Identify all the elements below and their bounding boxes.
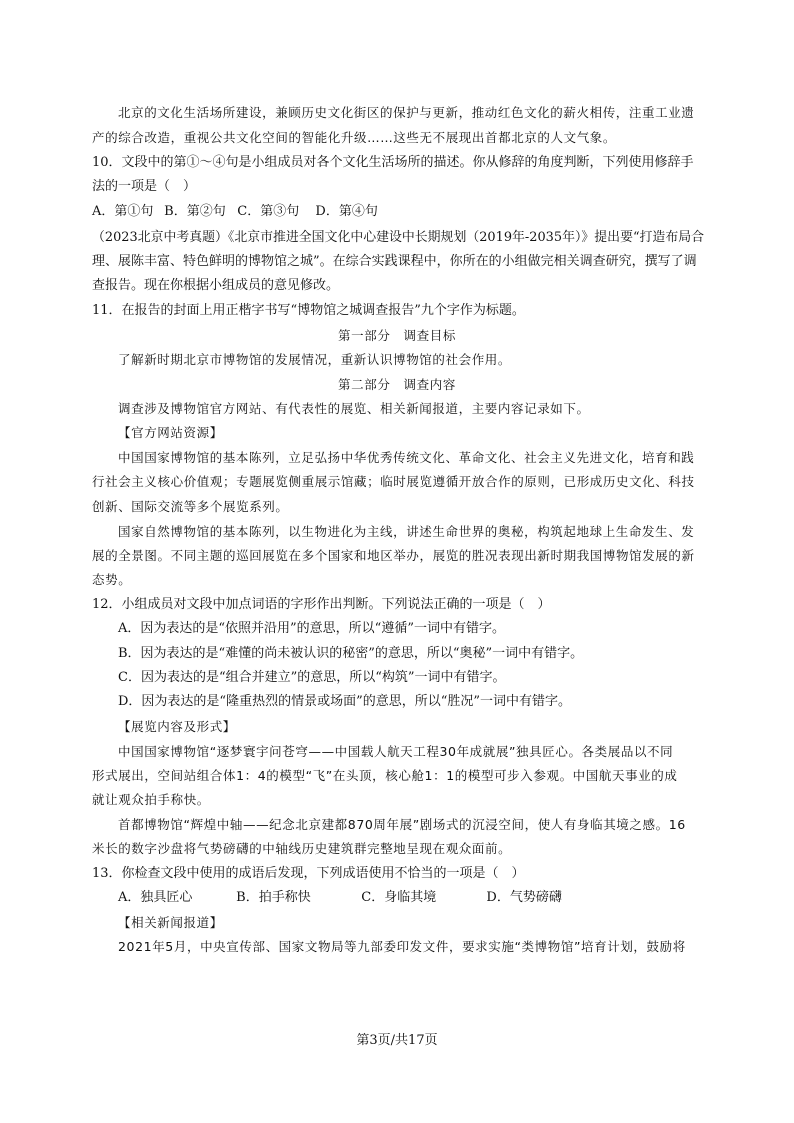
exhibit-p1-line: 就让观众拍手称快。 xyxy=(92,792,210,807)
option-c: C．身临其境 xyxy=(361,890,437,905)
question-12-option-d: D．因为表达的是“隆重热烈的情景或场面”的意思，所以“胜况”一词中有错字。 xyxy=(118,694,572,709)
question-13-options xyxy=(118,888,562,908)
question-10-stem-cont: 法的一项是（ ） xyxy=(92,179,197,194)
section-news-heading: 【相关新闻报道】 xyxy=(118,915,223,930)
exhibit-p1-line: 形式展出，空间站组合体1：4的模型“飞”在头顶，核心舱1：1的模型可步入参观。中国航天事业的成 xyxy=(92,768,678,783)
official-p1-line: 创新、国际交流等多个展览系列。 xyxy=(92,499,289,514)
official-p2-line: 态势。 xyxy=(92,572,132,587)
part2-text: 调查涉及博物馆官方网站、有代表性的展览、相关新闻报道，主要内容记录如下。 xyxy=(118,401,590,416)
part1-heading: 第一部分 调查目标 xyxy=(338,328,456,343)
section-official-heading: 【官方网站资源】 xyxy=(118,425,223,440)
part2-heading: 第二部分 调查内容 xyxy=(338,377,456,392)
option-d: D．第④句 xyxy=(315,204,378,219)
official-p1-line: 行社会主义核心价值观；专题展览侧重展示馆藏；临时展览遵循开放合作的原则，已形成历史文化、科技 xyxy=(92,474,695,489)
official-p2-line: 展的全景图。不同主题的巡回展览在多个国家和地区举办，展览的胜况表现出新时期我国博物馆发展的新 xyxy=(92,548,695,563)
news-p1-line: 2021年5月，中央宣传部、国家文物局等九部委印发文件，要求实施“类博物馆”培育计划，鼓励将 xyxy=(118,939,686,954)
option-c: C．第③句 xyxy=(237,204,300,219)
question-10-options xyxy=(92,202,378,222)
question-12-stem: 12．小组成员对文段中加点词语的字形作出判断。下列说法正确的一项是（ ） xyxy=(92,597,551,612)
intro-line: 理、展陈丰富、特色鲜明的博物馆之城”。在综合实践课程中，你所在的小组做完相关调查研究，撰写了调 xyxy=(92,254,697,269)
passage-line: 北京的文化生活场所建设，兼顾历史文化街区的保护与更新，推动红色文化的薪火相传，注重工业遗 xyxy=(118,105,695,120)
question-13-stem: 13．你检查文段中使用的成语后发现，下列成语使用不恰当的一项是（ ） xyxy=(92,866,525,881)
page-footer: 第3页/共17页 xyxy=(356,1033,438,1048)
option-a: A．独具匠心 xyxy=(118,890,193,905)
intro-line: 查报告。现在你根据小组成员的意见修改。 xyxy=(92,278,340,293)
official-p2-line: 国家自然博物馆的基本陈列，以生物进化为主线，讲述生命世界的奥秘，构筑起地球上生命发生、发 xyxy=(118,524,695,539)
question-12-option-a: A．因为表达的是“依照并沿用”的意思，所以“遵循”一词中有错字。 xyxy=(118,621,505,636)
exhibit-p1-line: 中国国家博物馆“逐梦寰宇问苍穹——中国载人航天工程30年成就展”独具匠心。各类展品以不同 xyxy=(118,744,674,759)
question-12-option-c: C．因为表达的是“组合并建立”的意思，所以“构筑”一词中有错字。 xyxy=(118,670,506,685)
official-p1-line: 中国国家博物馆的基本陈列，立足弘扬中华优秀传统文化、革命文化、社会主义先进文化，培育和践 xyxy=(118,450,695,465)
question-12-option-b: B．因为表达的是“难懂的尚未被认识的秘密”的意思，所以“奥秘”一词中有错字。 xyxy=(118,646,584,661)
option-b: B．拍手称快 xyxy=(236,890,311,905)
exhibit-p2-line: 首都博物馆“辉煌中轴——纪念北京建都870周年展”剧场式的沉浸空间，使人有身临其境之感。16 xyxy=(118,817,686,832)
passage-line: 产的综合改造，重视公共文化空间的智能化升级……这些无不展现出首都北京的人文气象。 xyxy=(92,130,617,145)
section-exhibit-heading: 【展览内容及形式】 xyxy=(118,719,236,734)
question-10-stem: 10．文段中的第①～④句是小组成员对各个文化生活场所的描述。你从修辞的角度判断，下列使用修辞手 xyxy=(92,155,694,170)
part1-text: 了解新时期北京市博物馆的发展情况，重新认识博物馆的社会作用。 xyxy=(118,352,512,367)
exhibit-p2-line: 米长的数字沙盘将气势磅礴的中轴线历史建筑群完整地呈现在观众面前。 xyxy=(92,841,512,856)
intro-line: （2023北京中考真题）《北京市推进全国文化中心建设中长期规划（2019年-2035年）》提出要“打造布局合 xyxy=(92,230,704,245)
question-11: 11．在报告的封面上用正楷字书写“博物馆之城调查报告”九个字作为标题。 xyxy=(92,303,525,318)
option-b: B．第②句 xyxy=(164,204,226,219)
option-a: A．第①句 xyxy=(92,204,154,219)
option-d: D．气势磅礴 xyxy=(486,890,562,905)
